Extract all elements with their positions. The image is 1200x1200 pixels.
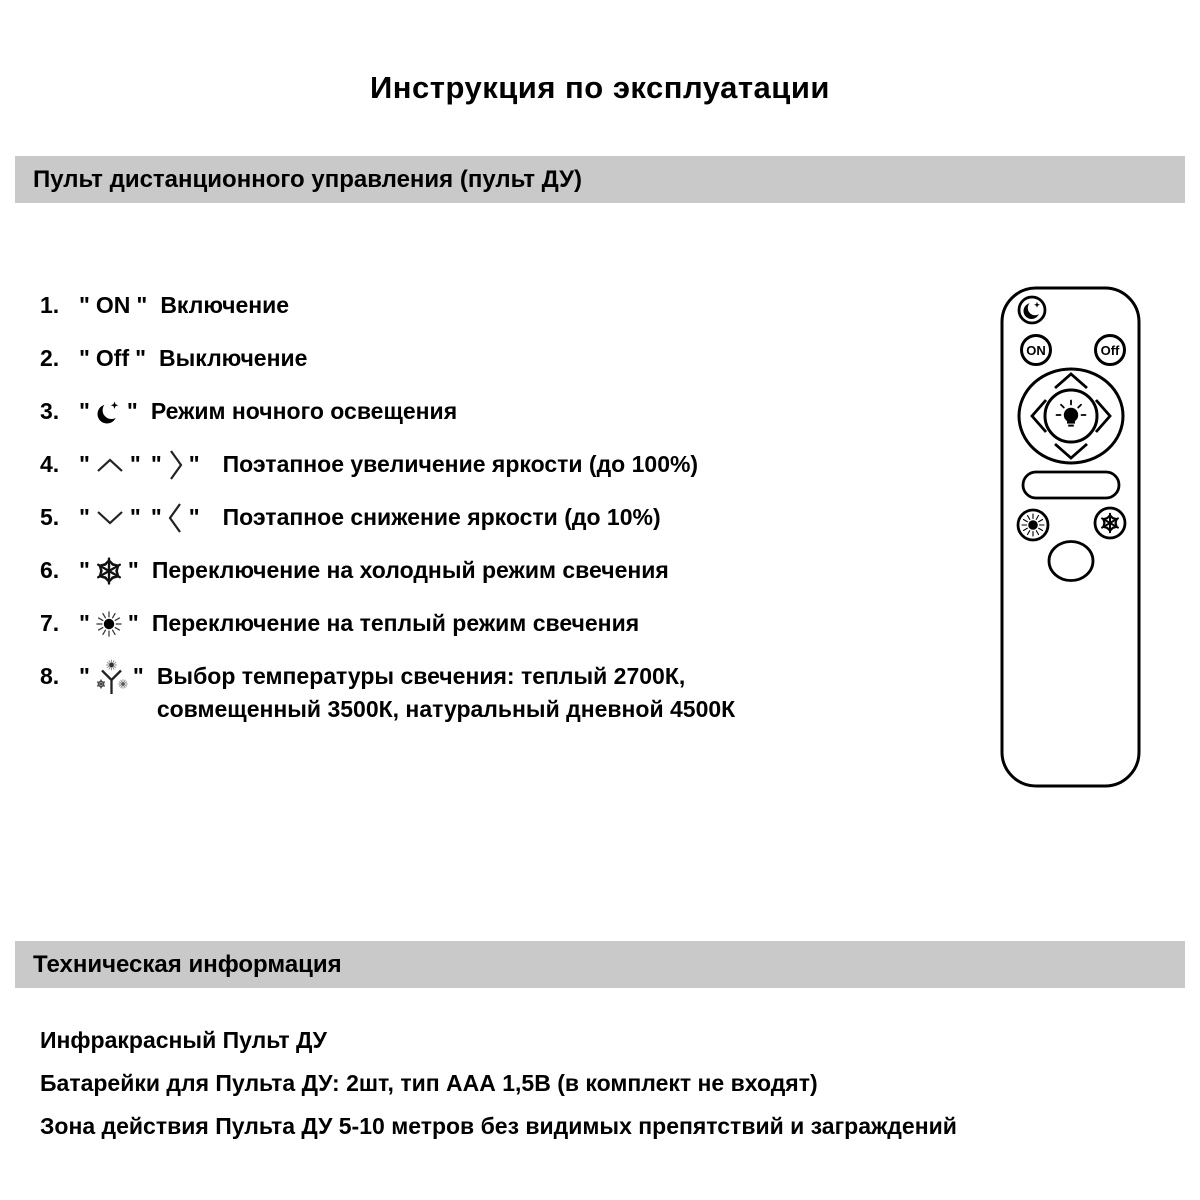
instructions-list (40, 289, 735, 746)
item-number: 3. (40, 398, 60, 424)
tech-line-ir: Инфракрасный Пульт ДУ (40, 1027, 327, 1053)
section-header-tech (15, 941, 1185, 988)
quote-mark: " (188, 451, 200, 477)
item-text-line1: Выбор температуры свечения: теплый 2700К, (156, 663, 686, 689)
button-name: ON (95, 292, 131, 318)
item-number: 4. (40, 451, 60, 477)
button-name: Off (95, 345, 130, 371)
color-temperature-icon (95, 659, 128, 696)
quote-mark: " (79, 292, 90, 318)
quote-mark: " (188, 504, 200, 530)
chevron-right-icon (167, 447, 184, 483)
item-number: 6. (40, 557, 60, 583)
item-text: Выключение (159, 345, 308, 371)
remote-illustration (1000, 286, 1141, 793)
list-item-night-mode (40, 395, 735, 428)
quote-mark: " (79, 557, 90, 583)
on-button-label: ON (1026, 343, 1046, 358)
item-number: 7. (40, 610, 60, 636)
item-text: Режим ночного освещения (150, 398, 458, 424)
remote-round-button (1049, 542, 1093, 581)
list-item-brightness-up (40, 448, 735, 481)
item-text: Поэтапное увеличение яркости (до 100%) (222, 451, 699, 477)
remote-warm-mode-button (1018, 510, 1048, 540)
remote-cold-mode-button (1095, 508, 1125, 538)
quote-mark: " (150, 451, 162, 477)
tech-line-batteries: Батарейки для Пульта ДУ: 2шт, тип ААА 1,5В (в комплект не входят) (40, 1070, 818, 1096)
section-header-tech-label: Техническая информация (33, 950, 342, 978)
quote-mark: " (79, 345, 90, 371)
list-item-cold-mode (40, 554, 735, 587)
chevron-down-icon (95, 508, 125, 528)
tech-line-range: Зона действия Пульта ДУ 5-10 метров без видимых препятствий и заграждений (40, 1113, 957, 1139)
moon-icon (95, 398, 122, 426)
quote-mark: " (150, 504, 162, 530)
item-text: Поэтапное снижение яркости (до 10%) (222, 504, 661, 530)
quote-mark: " (127, 557, 139, 583)
quote-mark: " (132, 663, 144, 689)
quote-mark: " (136, 292, 148, 318)
item-number: 8. (40, 663, 60, 689)
quote-mark: " (79, 610, 90, 636)
item-number: 5. (40, 504, 60, 530)
quote-mark: " (129, 504, 141, 530)
remote-dpad (1019, 369, 1123, 463)
remote-on-button (1022, 336, 1051, 365)
quote-mark: " (79, 504, 90, 530)
quote-mark: " (126, 398, 138, 424)
list-item-off (40, 342, 735, 375)
item-text: Переключение на теплый режим свечения (151, 610, 640, 636)
quote-mark: " (79, 451, 90, 477)
quote-mark: " (79, 663, 90, 689)
tech-info (40, 1027, 957, 1156)
list-item-warm-mode (40, 607, 735, 640)
item-text-line2: совмещенный 3500К, натуральный дневной 4500К (156, 696, 736, 722)
remote-wide-button (1023, 472, 1119, 498)
section-header-remote-label: Пульт дистанционного управления (пульт ДУ) (33, 165, 582, 193)
item-text: Включение (160, 292, 290, 318)
item-text: Переключение на холодный режим свечения (151, 557, 669, 583)
item-number: 1. (40, 292, 60, 318)
chevron-left-icon (167, 500, 184, 536)
list-item-on (40, 289, 735, 322)
item-number: 2. (40, 345, 60, 371)
remote-off-button (1096, 336, 1125, 365)
page-title: Инструкция по эксплуатации (370, 70, 830, 105)
list-item-color-temperature (40, 660, 735, 726)
off-button-label: Off (1100, 343, 1120, 358)
list-item-brightness-down (40, 501, 735, 534)
quote-mark: " (129, 451, 141, 477)
remote-night-mode-button (1019, 297, 1045, 323)
item-text (157, 660, 735, 726)
section-header-remote (15, 156, 1185, 203)
quote-mark: " (135, 345, 147, 371)
snowflake-icon (95, 557, 123, 585)
quote-mark: " (127, 610, 139, 636)
warm-sun-icon (95, 610, 123, 638)
quote-mark: " (79, 398, 90, 424)
remote-control-drawing (1000, 286, 1141, 788)
chevron-up-icon (95, 455, 125, 475)
